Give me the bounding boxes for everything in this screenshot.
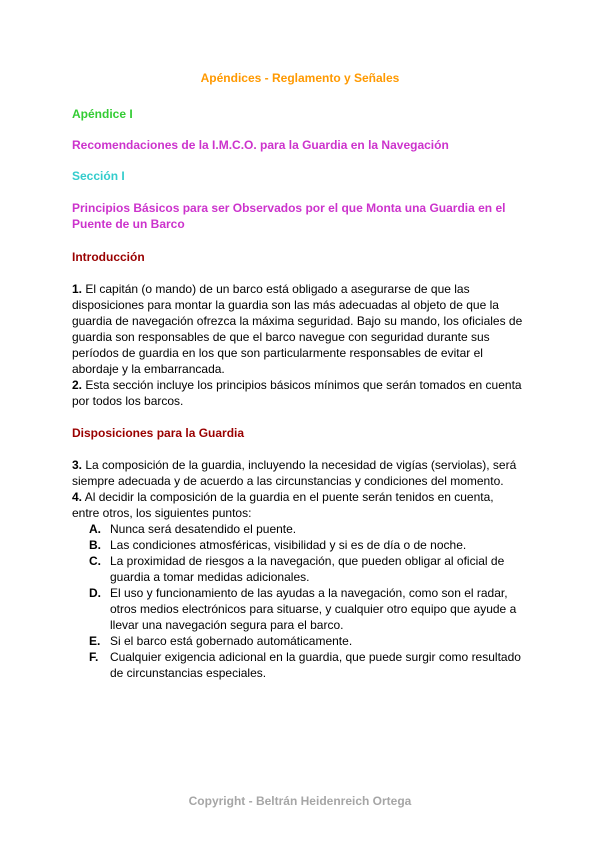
paragraph-3-number: 3. bbox=[72, 458, 83, 472]
copyright-footer: Copyright - Beltrán Heidenreich Ortega bbox=[188, 794, 412, 808]
paragraph-1-line-4: guardia son responsables de que el barco navegue con seguridad durante sus bbox=[72, 330, 490, 344]
list-letter: A. bbox=[89, 522, 101, 536]
list-item-e: E. Si el barco está gobernado automáticamente. bbox=[89, 634, 353, 648]
appendix-heading: Apéndice I bbox=[72, 107, 133, 121]
list-letter: F. bbox=[89, 650, 99, 664]
list-letter: E. bbox=[89, 634, 101, 648]
paragraph-4-line-2: entre otros, los siguientes puntos: bbox=[72, 506, 252, 520]
paragraph-1-line-1: 1. El capitán (o mando) de un barco está obligado a asegurarse de que las bbox=[72, 282, 470, 296]
intro-heading: Introducción bbox=[72, 250, 145, 264]
paragraph-1-line-3: guardia de navegación ofrezca la máxima seguridad. Bajo su mando, los oficiales de bbox=[72, 314, 523, 328]
list-letter: B. bbox=[89, 538, 101, 552]
paragraph-2-number: 2. bbox=[72, 378, 83, 392]
disposiciones-heading: Disposiciones para la Guardia bbox=[72, 426, 245, 440]
paragraph-3-line-2: siempre adecuada y de acuerdo a las circunstancias y condiciones del momento. bbox=[72, 474, 504, 488]
considerations-list bbox=[72, 521, 532, 681]
paragraph-3 bbox=[72, 457, 532, 521]
document-title: Apéndices - Reglamento y Señales bbox=[200, 71, 400, 85]
list-item-c: C. La proximidad de riesgos a la navegación, que pueden obligar al oficial de guardia a tomar medidas adicionales. bbox=[89, 554, 505, 584]
principles-heading-line1: Principios Básicos para ser Observados por el que Monta una Guardia en el bbox=[72, 201, 506, 215]
list-letter: D. bbox=[89, 586, 101, 600]
paragraph-1-line-2: disposiciones para montar la guardia son las más adecuadas al objeto de que la bbox=[72, 298, 499, 312]
list-item-a: A. Nunca será desatendido el puente. bbox=[89, 522, 297, 536]
paragraph-1-number: 1. bbox=[72, 282, 83, 296]
paragraph-2-line-1: 2. Esta sección incluye los principios básicos mínimos que serán tomados en cuenta bbox=[72, 378, 522, 392]
list-item-b: B. Las condiciones atmosféricas, visibilidad y si es de día o de noche. bbox=[89, 538, 467, 552]
paragraph-1-line-5: períodos de guardia en los que son particularmente responsables de evitar el bbox=[72, 346, 483, 360]
paragraph-1 bbox=[72, 281, 532, 409]
recommendations-heading: Recomendaciones de la I.M.C.O. para la Guardia en la Navegación bbox=[72, 138, 449, 152]
paragraph-1-line-6: abordaje y la embarrancada. bbox=[72, 362, 225, 376]
paragraph-4-number: 4. bbox=[72, 490, 83, 504]
paragraph-2-line-2: por todos los barcos. bbox=[72, 394, 184, 408]
list-letter: C. bbox=[89, 554, 101, 568]
paragraph-3-line-1: 3. La composición de la guardia, incluyendo la necesidad de vigías (serviolas), será bbox=[72, 458, 517, 472]
section-heading: Sección I bbox=[72, 169, 125, 183]
list-item-d: D. El uso y funcionamiento de las ayudas a la navegación, como son el radar, otros medios electrónicos para situarse, y cualquier otro equipo que ayude a llevar una navegación segura para el barco. bbox=[89, 586, 517, 632]
paragraph-4-line-1: 4. Al decidir la composición de la guardia en el puente serán tenidos en cuenta, bbox=[72, 490, 494, 504]
principles-heading-line2: Puente de un Barco bbox=[72, 217, 185, 231]
list-item-f: F. Cualquier exigencia adicional en la guardia, que puede surgir como resultado de circunstancias especiales. bbox=[89, 650, 521, 680]
principles-heading bbox=[72, 200, 505, 232]
